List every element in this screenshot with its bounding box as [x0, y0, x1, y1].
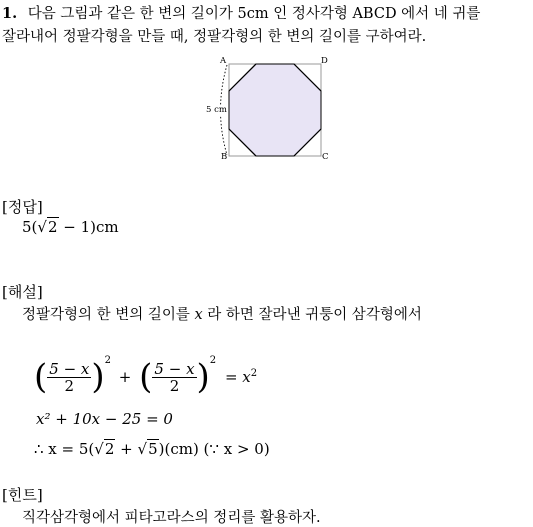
eq1-right-paren-2: ) — [196, 357, 210, 397]
side-length-label: 5 cm — [206, 105, 227, 115]
eq3-sqrt-2: √5 — [137, 440, 158, 458]
eq1-right-paren-1: ) — [91, 357, 105, 397]
eq1-rhs-exp: 2 — [250, 368, 258, 379]
eq3-sqrt-1: √2 — [94, 440, 115, 458]
vertex-label-a: A — [220, 56, 227, 66]
explanation-text-after: 라 하면 잘라낸 귀퉁이 삼각형에서 — [202, 307, 422, 323]
eq3-close: )(cm) (∵ x > 0) — [158, 440, 270, 458]
square-octagon-figure — [196, 54, 336, 166]
explanation-text-before: 정팔각형의 한 변의 길이를 — [22, 307, 195, 323]
explanation-text — [22, 303, 422, 324]
equation-3 — [34, 440, 270, 458]
equation-1 — [34, 355, 258, 397]
hint-text: 직각삼각형에서 피타고라스의 정리를 활용하자. — [22, 510, 321, 526]
question-line-1 — [2, 5, 480, 23]
eq1-numer-1: 5 − x — [49, 359, 90, 378]
eq1-exp-2: 2 — [209, 355, 217, 366]
answer-expression — [22, 218, 119, 236]
eq3-radicand-2: 5 — [148, 440, 158, 458]
hint-heading: [힌트] — [2, 486, 43, 504]
eq3-therefore: ∴ x = 5( — [34, 440, 95, 458]
eq1-fraction-2 — [152, 361, 196, 394]
eq1-left-paren-1: ( — [34, 357, 48, 397]
equation-2: x² + 10x − 25 = 0 — [36, 410, 173, 428]
answer-heading: [정답] — [2, 198, 43, 216]
eq3-radicand-1: 2 — [104, 440, 115, 458]
vertex-label-b: B — [221, 152, 228, 162]
answer-sqrt: √2 — [37, 218, 58, 236]
answer-prefix: 5( — [22, 218, 38, 236]
eq1-numer-2: 5 − x — [154, 359, 195, 378]
question-text-1: 다음 그림과 같은 한 변의 길이가 5cm 인 정사각형 ABCD 에서 네 귀를 — [27, 6, 481, 22]
eq1-exp-1: 2 — [104, 355, 112, 366]
eq1-plus: + — [118, 368, 132, 386]
explanation-variable: x — [194, 307, 203, 323]
explanation-heading: [해설] — [2, 283, 43, 301]
question-number: 1. — [2, 5, 18, 22]
eq1-rhs: = x — [224, 368, 251, 386]
question-text-2: 잘라내어 정팔각형을 만들 때, 정팔각형의 한 변의 길이를 구하여라. — [2, 29, 427, 45]
eq1-denom-1: 2 — [64, 376, 75, 395]
eq1-left-paren-2: ( — [139, 357, 153, 397]
vertex-label-c: C — [322, 152, 329, 162]
eq3-plus: + — [115, 440, 138, 458]
answer-suffix: − 1)cm — [58, 218, 119, 236]
answer-radicand: 2 — [47, 218, 58, 236]
eq1-fraction-1 — [47, 361, 91, 394]
eq1-denom-2: 2 — [169, 376, 180, 395]
vertex-label-d: D — [321, 56, 328, 66]
